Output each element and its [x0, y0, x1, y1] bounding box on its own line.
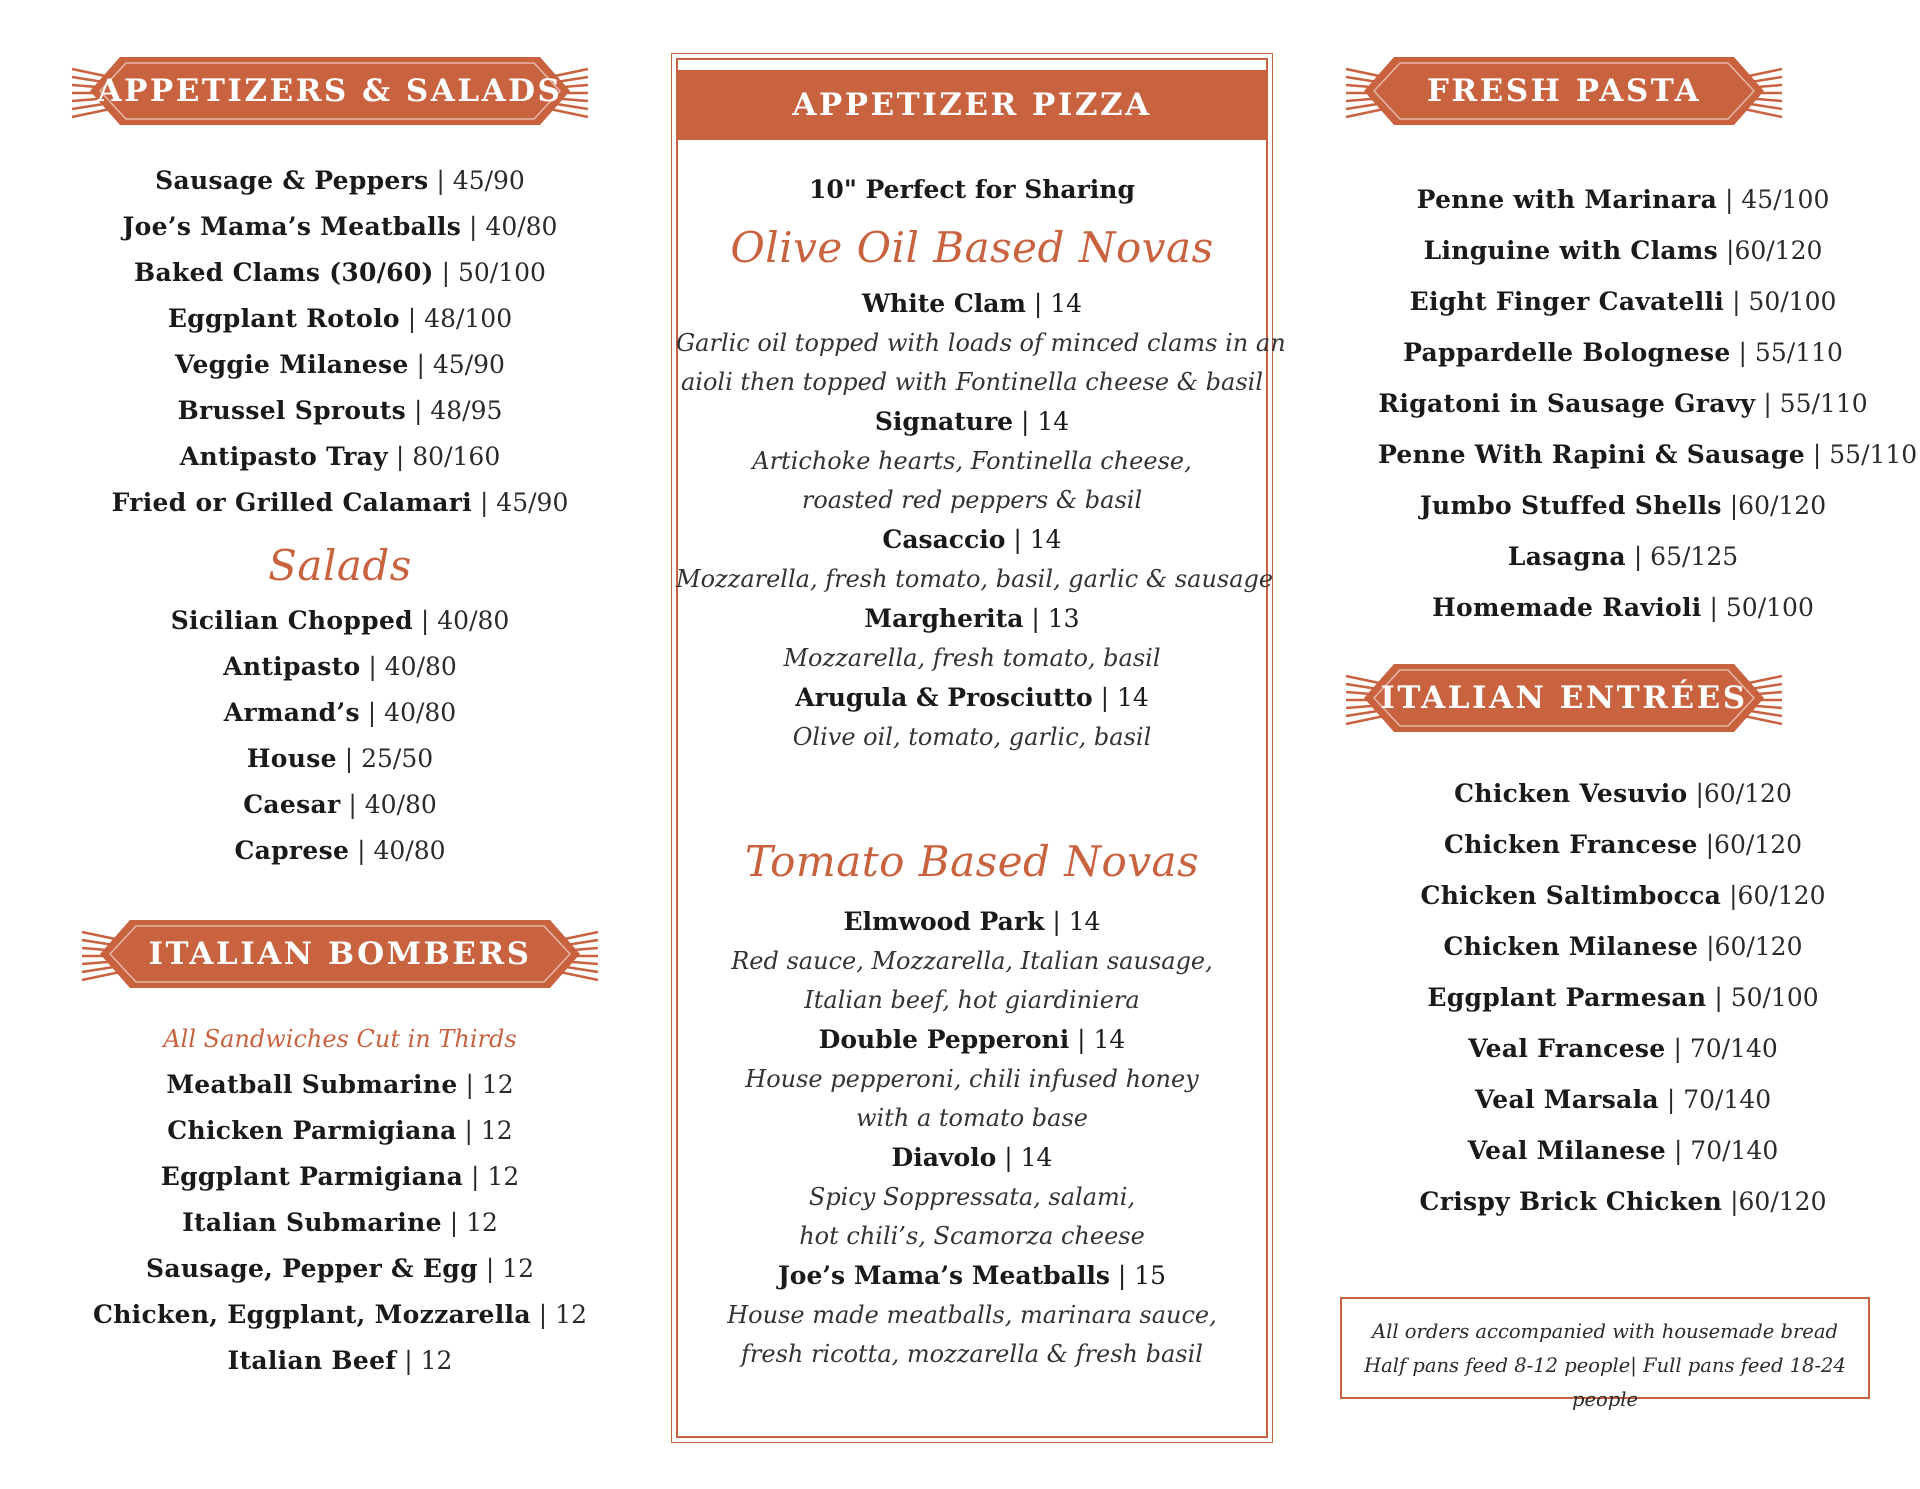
menu-item [60, 296, 620, 342]
item-price: | 12 [538, 1300, 587, 1329]
pizza-price: | 13 [1031, 604, 1080, 633]
tomato-heading: Tomato Based Novas [744, 837, 1200, 886]
pizza-name: Double Pepperoni [818, 1025, 1070, 1054]
menu-item [60, 1200, 620, 1246]
item-name: Veal Francese [1468, 1034, 1666, 1063]
pizza-desc: House pepperoni, chili infused honey [745, 1065, 1199, 1093]
item-name: Eggplant Rotolo [167, 304, 400, 333]
pizza-name: Diavolo [891, 1143, 997, 1172]
pizza-desc: Garlic oil topped with loads of minced clams in an [676, 329, 1286, 357]
pizza-desc: Red sauce, Mozzarella, Italian sausage, [731, 947, 1213, 975]
item-price: |60/120 [1726, 236, 1823, 265]
pizza-desc: aioli then topped with Fontinella cheese & basil [680, 368, 1264, 396]
item-name: Italian Submarine [182, 1208, 442, 1237]
pizza-desc: House made meatballs, marinara sauce, [727, 1301, 1217, 1329]
pizza-desc: Mozzarella, fresh tomato, basil [783, 644, 1161, 672]
menu-item [60, 204, 620, 250]
item-name: Chicken Francese [1444, 830, 1698, 859]
item-name: Joe’s Mama’s Meatballs [122, 212, 462, 241]
pizza-item [676, 520, 1268, 560]
pizza-item [676, 1256, 1268, 1296]
bombers-list [60, 1062, 620, 1384]
item-name: Caprese [234, 836, 350, 865]
menu-item [60, 388, 620, 434]
item-name: Sicilian Chopped [170, 606, 413, 635]
menu-item [60, 480, 620, 526]
bombers-banner [80, 918, 600, 990]
item-price: | 40/80 [469, 212, 558, 241]
menu-item [1378, 225, 1868, 276]
menu-item [60, 434, 620, 480]
pizza-price: | 14 [1100, 683, 1149, 712]
bombers-title: ITALIAN BOMBERS [148, 936, 532, 972]
item-name: Homemade Ravioli [1432, 593, 1702, 622]
item-name: Linguine with Clams [1423, 236, 1719, 265]
menu-item [60, 342, 620, 388]
pasta-list [1378, 174, 1918, 633]
menu-item [1378, 327, 1868, 378]
pizza-name: Signature [874, 407, 1014, 436]
pizza-price: | 15 [1117, 1261, 1167, 1290]
item-price: |60/120 [1729, 881, 1826, 910]
item-name: Eight Finger Cavatelli [1409, 287, 1725, 316]
item-price: | 45/90 [436, 166, 525, 195]
pizza-price: | 14 [1033, 289, 1083, 318]
item-price: | 12 [404, 1346, 453, 1375]
item-price: | 50/100 [1714, 983, 1819, 1012]
item-name: Penne With Rapini & Sausage [1378, 440, 1805, 469]
pizza-desc: with a tomato base [856, 1104, 1088, 1132]
pizza-subtitle-text: 10" Perfect for Sharing [809, 175, 1135, 204]
pizza-desc: Spicy Soppressata, salami, [808, 1183, 1136, 1211]
item-price: | 40/80 [357, 836, 446, 865]
item-name: Eggplant Parmesan [1427, 983, 1707, 1012]
pizza-name: Casaccio [882, 525, 1006, 554]
item-price: | 55/110 [1763, 389, 1868, 418]
footer-line-2: Half pans feed 8-12 people| Full pans feed 18-24 people [1364, 1354, 1846, 1411]
appetizers-title: APPETIZERS & SALADS [97, 73, 563, 109]
menu-item [60, 250, 620, 296]
item-name: House [246, 744, 337, 773]
item-name: Penne with Marinara [1416, 185, 1718, 214]
menu-item [60, 1062, 620, 1108]
item-price: | 40/80 [420, 606, 510, 635]
menu-item [60, 1338, 620, 1384]
menu-item [1378, 870, 1868, 921]
item-name: Veal Milanese [1467, 1136, 1666, 1165]
item-name: Antipasto Tray [179, 442, 388, 471]
item-price: | 40/80 [368, 652, 457, 681]
pizza-name: White Clam [861, 289, 1026, 318]
appetizers-list [60, 158, 620, 526]
pizza-desc: Italian beef, hot giardiniera [804, 986, 1140, 1014]
menu-item [1378, 531, 1868, 582]
pizza-name: Elmwood Park [843, 907, 1045, 936]
item-price: | 50/100 [1709, 593, 1814, 622]
pizza-name: Arugula & Prosciutto [795, 683, 1093, 712]
item-name: Armand’s [223, 698, 360, 727]
item-price: | 45/90 [416, 350, 505, 379]
item-price: | 50/100 [1732, 287, 1837, 316]
pizza-title: APPETIZER PIZZA [676, 70, 1268, 140]
item-name: Veal Marsala [1474, 1085, 1659, 1114]
menu-item [1378, 921, 1868, 972]
item-name: Fried or Grilled Calamari [111, 488, 472, 517]
item-price: | 55/110 [1812, 440, 1918, 469]
menu-item [1378, 276, 1868, 327]
item-price: | 70/140 [1666, 1085, 1772, 1114]
item-price: | 45/100 [1725, 185, 1830, 214]
item-name: Italian Beef [227, 1346, 397, 1375]
item-name: Lasagna [1507, 542, 1626, 571]
menu-item [1378, 1176, 1868, 1227]
item-price: | 12 [471, 1162, 520, 1191]
item-name: Chicken Vesuvio [1454, 779, 1688, 808]
pizza-item [676, 678, 1268, 718]
pizza-desc: roasted red peppers & basil [801, 486, 1143, 514]
item-name: Antipasto [223, 652, 361, 681]
item-price: |60/120 [1729, 491, 1827, 520]
pizza-name: Margherita [864, 604, 1024, 633]
menu-item [60, 690, 620, 736]
item-price: |60/120 [1730, 1187, 1827, 1216]
menu-item [1378, 972, 1868, 1023]
menu-item [60, 736, 620, 782]
item-price: | 80/160 [395, 442, 501, 471]
footer-note-box [1340, 1297, 1870, 1411]
item-price: | 45/90 [479, 488, 569, 517]
pizza-item [676, 599, 1268, 639]
pizza-subtitle [676, 170, 1268, 210]
item-price: | 70/140 [1673, 1136, 1779, 1165]
pizza-price: | 14 [1004, 1143, 1053, 1172]
pizza-item [676, 402, 1268, 442]
item-name: Meatball Submarine [166, 1070, 458, 1099]
item-name: Sausage & Peppers [155, 166, 429, 195]
pizza-desc: Artichoke hearts, Fontinella cheese, [752, 447, 1192, 475]
item-name: Rigatoni in Sausage Gravy [1378, 389, 1756, 418]
menu-item [1378, 1074, 1868, 1125]
menu-item [60, 1246, 620, 1292]
pasta-title: FRESH PASTA [1426, 73, 1702, 109]
item-price: |60/120 [1705, 830, 1802, 859]
menu-item [60, 1108, 620, 1154]
item-price: | 48/100 [407, 304, 513, 333]
item-price: | 70/140 [1673, 1034, 1778, 1063]
pizza-price: | 14 [1020, 407, 1070, 436]
menu-item [60, 644, 620, 690]
item-price: | 12 [449, 1208, 498, 1237]
item-price: | 40/80 [348, 790, 437, 819]
item-name: Eggplant Parmigiana [160, 1162, 464, 1191]
entrees-banner [1344, 662, 1784, 734]
menu-item [60, 598, 620, 644]
item-price: | 40/80 [367, 698, 457, 727]
menu-item [1378, 378, 1868, 429]
tomato-list [676, 902, 1268, 1374]
olive-list [676, 284, 1286, 757]
footer-line-1: All orders accompanied with housemade bread [1372, 1320, 1838, 1343]
item-name: Chicken Saltimbocca [1420, 881, 1722, 910]
menu-item [1378, 1125, 1868, 1176]
item-price: | 12 [485, 1254, 534, 1283]
menu-item [1378, 429, 1918, 480]
item-price: |60/120 [1706, 932, 1803, 961]
pizza-item [676, 284, 1268, 324]
item-price: | 25/50 [344, 744, 434, 773]
pizza-item [676, 1138, 1268, 1178]
pizza-price: | 14 [1077, 1025, 1126, 1054]
menu-item [60, 1154, 620, 1200]
entrees-title: ITALIAN ENTRÉES [1380, 680, 1748, 716]
menu-item [60, 1292, 620, 1338]
menu-item [1378, 582, 1868, 633]
item-name: Baked Clams (30/60) [134, 258, 434, 287]
pizza-desc: fresh ricotta, mozzarella & fresh basil [741, 1340, 1203, 1368]
menu-item [60, 782, 620, 828]
pasta-banner [1344, 55, 1784, 127]
item-name: Brussel Sprouts [177, 396, 407, 425]
menu-item [1378, 768, 1868, 819]
pizza-name: Joe’s Mama’s Meatballs [777, 1261, 1110, 1290]
salads-list [60, 598, 620, 874]
item-price: | 12 [464, 1116, 513, 1145]
menu-item [1378, 819, 1868, 870]
bombers-note: All Sandwiches Cut in Thirds [163, 1025, 517, 1053]
item-price: | 50/100 [441, 258, 546, 287]
pizza-desc: Olive oil, tomato, garlic, basil [792, 723, 1152, 751]
menu-item [1378, 1023, 1868, 1074]
item-name: Pappardelle Bolognese [1403, 338, 1731, 367]
item-price: |60/120 [1695, 779, 1792, 808]
pizza-desc: hot chili’s, Scamorza cheese [799, 1222, 1145, 1250]
salads-heading: Salads [268, 541, 412, 590]
item-price: | 12 [465, 1070, 514, 1099]
item-price: | 48/95 [413, 396, 503, 425]
item-price: | 65/125 [1633, 542, 1739, 571]
pizza-item [676, 1020, 1268, 1060]
menu-item [1378, 480, 1868, 531]
pizza-desc: Mozzarella, fresh tomato, basil, garlic & sausage [676, 565, 1274, 593]
olive-heading: Olive Oil Based Novas [730, 223, 1214, 272]
item-name: Sausage, Pepper & Egg [145, 1254, 478, 1283]
pizza-price: | 14 [1013, 525, 1062, 554]
appetizers-banner [70, 55, 590, 127]
pizza-price: | 14 [1052, 907, 1101, 936]
item-name: Veggie Milanese [175, 350, 409, 379]
menu-item [1378, 174, 1868, 225]
item-name: Crispy Brick Chicken [1419, 1187, 1723, 1216]
item-name: Chicken, Eggplant, Mozzarella [93, 1300, 531, 1329]
entrees-list [1378, 768, 1868, 1227]
item-name: Chicken Milanese [1443, 932, 1699, 961]
pizza-item [676, 902, 1268, 942]
menu-item [60, 158, 620, 204]
item-name: Caesar [243, 790, 341, 819]
item-name: Jumbo Stuffed Shells [1419, 491, 1722, 520]
item-name: Chicken Parmigiana [167, 1116, 457, 1145]
menu-item [60, 828, 620, 874]
item-price: | 55/110 [1738, 338, 1843, 367]
